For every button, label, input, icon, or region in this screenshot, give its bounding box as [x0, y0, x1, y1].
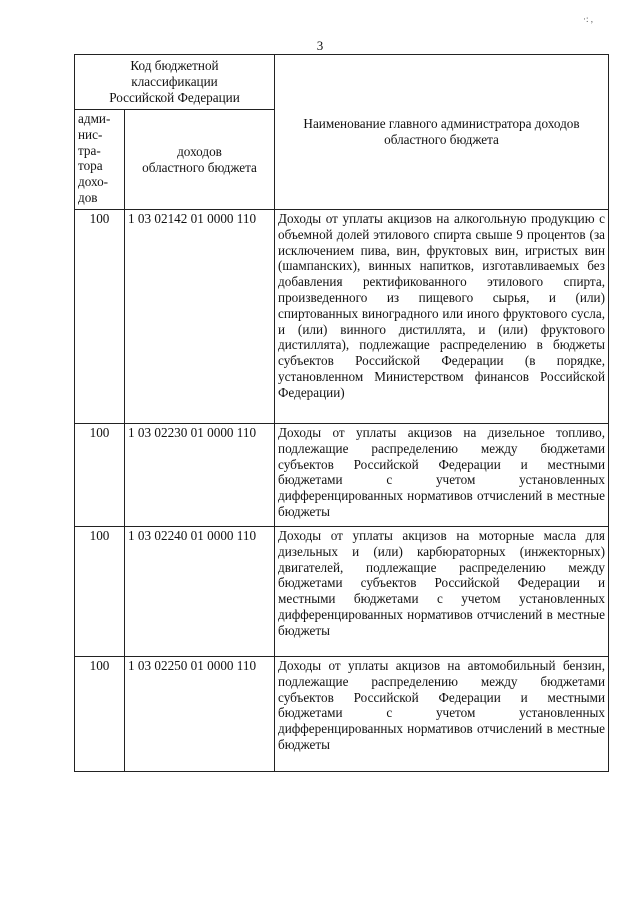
- budget-classification-table: [74, 54, 609, 772]
- revenue-name-cell: [275, 424, 609, 527]
- page-number: 3: [316, 38, 324, 53]
- header-admin-line: тора: [78, 158, 103, 174]
- header-group-line: Код бюджетной: [130, 58, 219, 74]
- revenue-code-cell: 1 03 02240 01 0000 110: [125, 527, 275, 657]
- header-group-line: Российской Федерации: [109, 89, 240, 105]
- header-admin-line: тра-: [78, 142, 101, 158]
- revenue-code-cell: 1 03 02142 01 0000 110: [125, 210, 275, 424]
- header-admin-line: адми-: [78, 111, 111, 126]
- header-code-line: областного бюджета: [142, 159, 257, 175]
- table-row: [75, 210, 609, 424]
- header-name-line: Наименование главного администратора доходов: [303, 116, 580, 132]
- table-row: [75, 424, 609, 527]
- administrator-code-cell: 100: [75, 527, 125, 657]
- revenue-name-cell: [275, 210, 609, 424]
- header-admin-line: дов: [78, 189, 98, 205]
- header-admin-line: нис-: [78, 126, 103, 142]
- administrator-code-cell: 100: [75, 210, 125, 424]
- revenue-name-text: Доходы от уплаты акцизов на дизельное топливо, подлежащие распределению между бюджетами субъектов Российской Федерации и местными бюджетами с учетом установленных дифференцированных нормативов отчислений в местные бюджеты: [278, 425, 606, 519]
- revenue-code-cell: 1 03 02230 01 0000 110: [125, 424, 275, 527]
- header-name-line: областного бюджета: [384, 132, 499, 147]
- table-row: [75, 657, 609, 772]
- revenue-name-text: Доходы от уплаты акцизов на моторные масла для дизельных и (или) карбюраторных (инжекторных) двигателей, подлежащие распределению между бюджетами субъектов Российской Федерации и местными бюджетами с учетом установленных дифференцированных нормативов отчислений в местные бюджеты: [278, 528, 606, 638]
- header-admin-line: дохо-: [78, 174, 109, 190]
- header-revenue-code: [125, 110, 275, 210]
- revenue-name-cell: [275, 657, 609, 772]
- revenue-name-text: Доходы от уплаты акцизов на автомобильный бензин, подлежащие распределению между бюджетами субъектов Российской Федерации и местными бюджетами с учетом установленных дифференцированных нормативов отчислений в местные бюджеты: [278, 658, 606, 752]
- revenue-code-cell: 1 03 02250 01 0000 110: [125, 657, 275, 772]
- administrator-code-cell: 100: [75, 424, 125, 527]
- header-budget-classification-code: [75, 55, 275, 110]
- scan-mark: ·: ,: [583, 14, 593, 24]
- header-row-top: [75, 55, 609, 110]
- header-group-line: классификации: [131, 74, 218, 90]
- table-row: [75, 527, 609, 657]
- revenue-name-cell: [275, 527, 609, 657]
- header-code-line: доходов: [177, 143, 222, 159]
- header-administrator-name: [275, 55, 609, 210]
- revenue-name-text: Доходы от уплаты акцизов на алкогольную продукцию с объемной долей этилового спирта свыше 9 процентов (за исключением пива, вин, фруктовых вин, игристых вин (шампанских), винных напитков, изготавливаемых без добавления ректификованного этилового спирта, произведенного из пищевого сырья, и (или) спиртованных виноградного или иного фруктового сусла, и (или) винного дистиллята, и (или) фруктового дистиллята), подлежащие распределению в бюджеты субъектов Российской Федерации (в порядке, установленном Министерством финансов Российской Федерации): [278, 211, 606, 400]
- administrator-code-cell: 100: [75, 657, 125, 772]
- header-administrator-code: [75, 110, 125, 210]
